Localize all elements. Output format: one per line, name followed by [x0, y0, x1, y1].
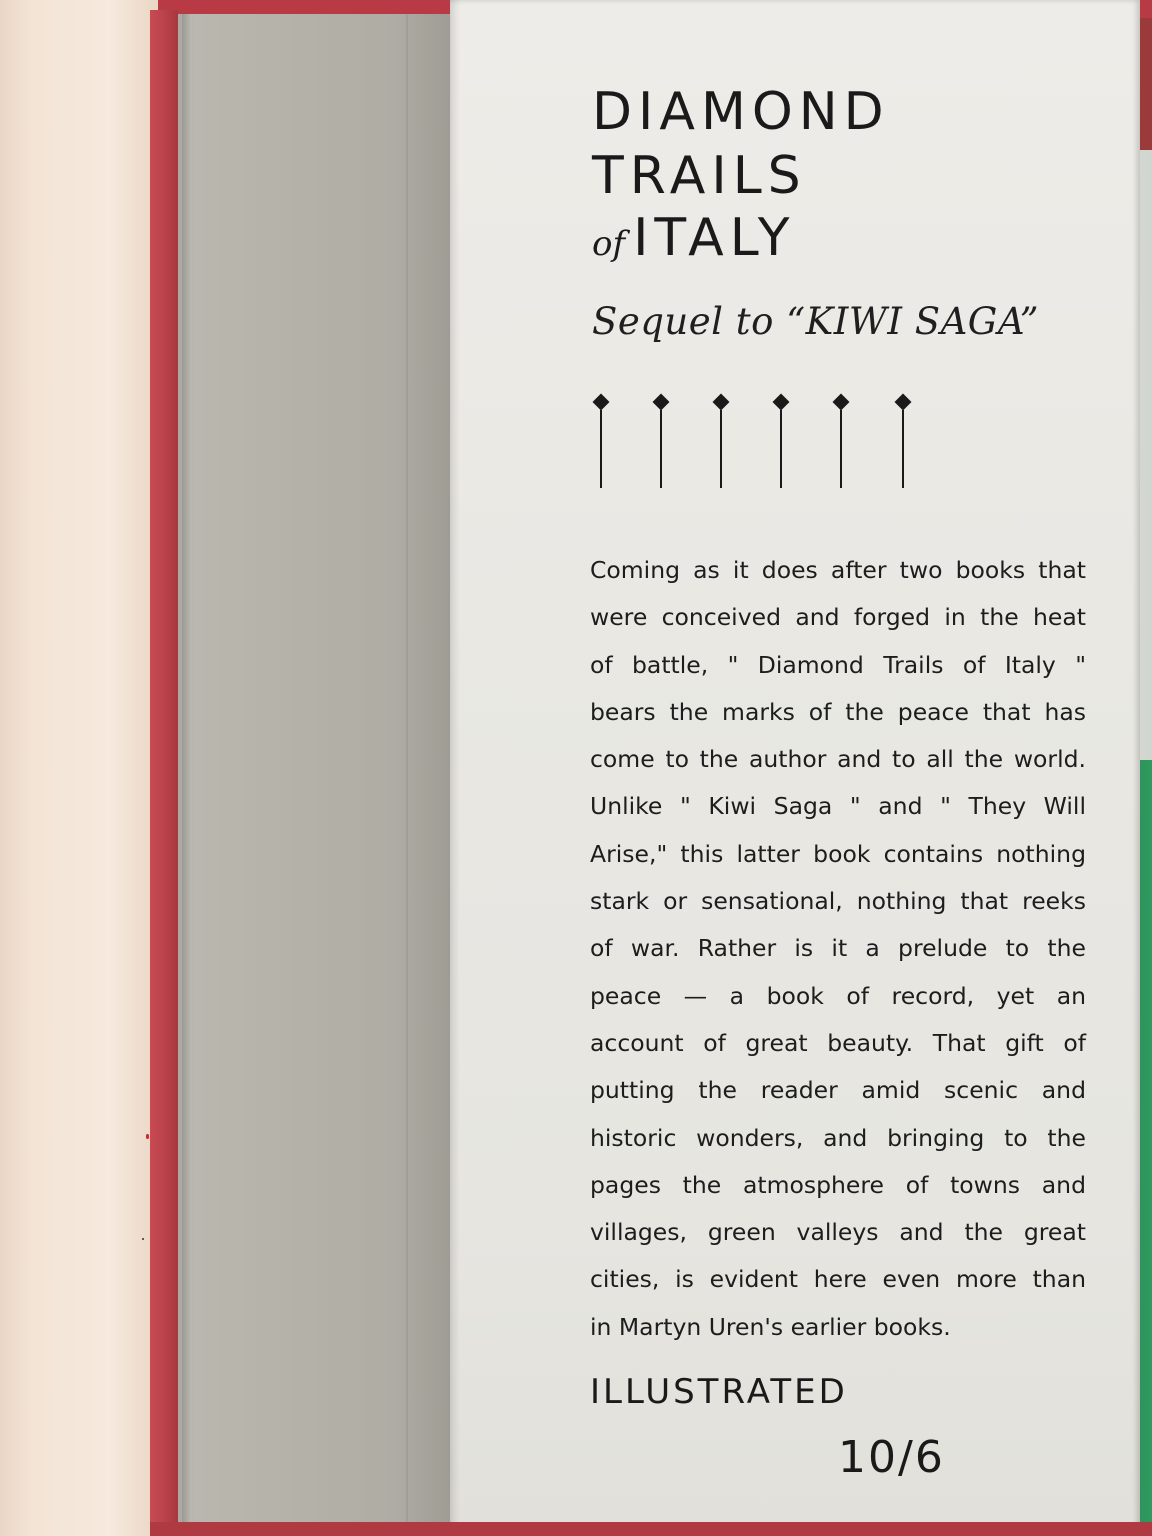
- flap-shadow: [450, 0, 460, 1536]
- blurb-line: pages the atmosphere of towns and: [590, 1170, 1086, 1199]
- title-of: of: [592, 224, 626, 264]
- price: 10/6: [838, 1432, 945, 1483]
- title-italy: ITALY: [633, 208, 796, 268]
- blurb-line: peace — a book of record, yet an: [590, 981, 1086, 1010]
- blurb-line: in Martyn Uren's earlier books.: [590, 1312, 951, 1341]
- page-speck: [146, 1134, 149, 1139]
- flap-crease: [406, 14, 408, 1522]
- cloth-cover-bottom-edge: [150, 1522, 1152, 1536]
- title-line-3: [592, 208, 796, 268]
- endpaper-page: [0, 0, 158, 1536]
- subtitle: Sequel to “KIWI SAGA”: [592, 300, 1040, 343]
- cloth-board-edge: [150, 10, 178, 1522]
- diamond-pin-icon: [772, 394, 792, 490]
- blurb: [590, 547, 1086, 1351]
- diamond-pin-icon: [652, 394, 672, 490]
- blurb-line: of war. Rather is it a prelude to the: [590, 934, 1086, 963]
- blurb-line: historic wonders, and bringing to the: [590, 1123, 1086, 1152]
- diamond-pin-icon: [592, 394, 612, 490]
- blurb-line: of battle, " Diamond Trails of Italy ": [590, 650, 1086, 679]
- blurb-line: Coming as it does after two books that: [590, 556, 1086, 584]
- blurb-line: stark or sensational, nothing that reeks: [590, 887, 1086, 916]
- blurb-line: Unlike " Kiwi Saga " and " They Will: [590, 792, 1086, 821]
- blurb-line: come to the author and to all the world.: [590, 745, 1086, 774]
- title-line-2: TRAILS: [592, 146, 807, 206]
- diamond-pin-icon: [712, 394, 732, 490]
- blurb-line: bears the marks of the peace that has: [590, 697, 1086, 726]
- blurb-line: cities, is evident here even more than: [590, 1265, 1086, 1294]
- page-speck: [142, 1238, 144, 1240]
- illustrated-label: ILLUSTRATED: [590, 1372, 848, 1412]
- blurb-line: were conceived and forged in the heat: [590, 603, 1086, 632]
- jacket-flap-reverse: [178, 14, 450, 1522]
- blurb-line: villages, green valleys and the great: [590, 1218, 1086, 1247]
- title-line-1: DIAMOND: [592, 82, 890, 142]
- diamond-pin-icon: [894, 394, 914, 490]
- blurb-line: account of great beauty. That gift of: [590, 1028, 1086, 1057]
- ornament-row: [592, 394, 922, 494]
- diamond-pin-icon: [832, 394, 852, 490]
- blurb-line: Arise," this latter book contains nothing: [590, 839, 1086, 868]
- flap-fold-shadow: [182, 14, 192, 1522]
- blurb-line: putting the reader amid scenic and: [590, 1076, 1086, 1105]
